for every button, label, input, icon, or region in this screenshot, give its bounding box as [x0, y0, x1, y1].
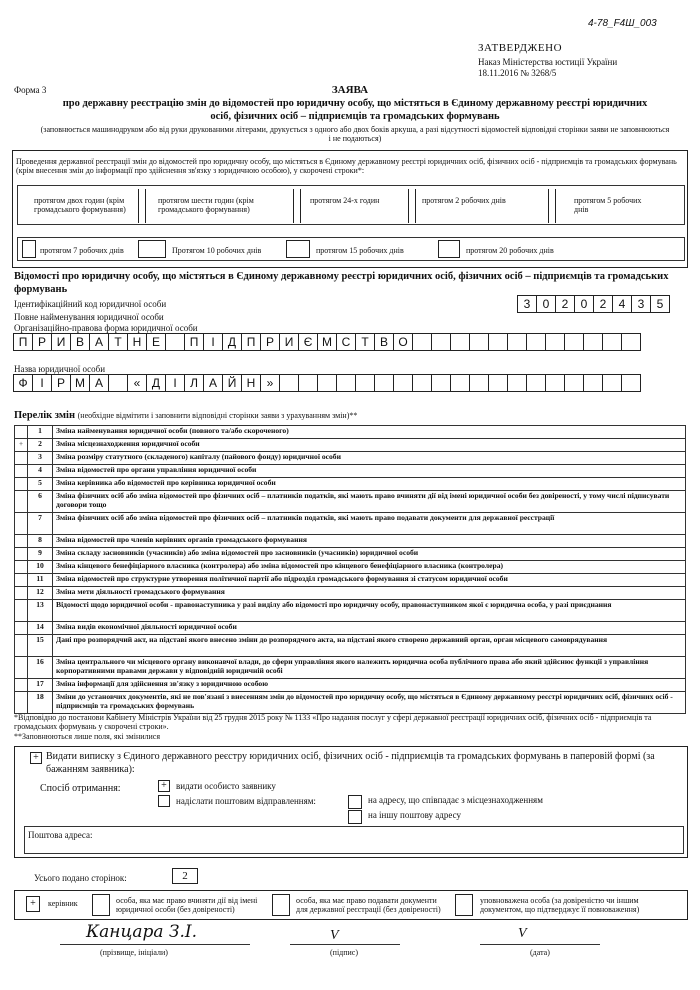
change-mark-cell[interactable] — [15, 478, 28, 491]
urgency-2h-checkbox[interactable] — [138, 189, 146, 223]
name-char-cell: М — [70, 374, 90, 392]
change-number: 14 — [28, 622, 53, 635]
name-char-cell: Р — [51, 374, 71, 392]
form-title: ЗАЯВА — [331, 84, 369, 96]
change-mark-cell[interactable] — [15, 679, 28, 692]
change-text: Зміна складу засновників (учасників) або зміна відомостей про засновників (учасників) юридичної особи — [53, 548, 686, 561]
legal-form-char-cell: Р — [260, 333, 280, 351]
change-text: Зміна місцезнаходження юридичної особи — [53, 439, 686, 452]
legal-form-char-cell: В — [70, 333, 90, 351]
name-char-cell — [621, 374, 641, 392]
name-char-cell: Л — [184, 374, 204, 392]
name-char-cell — [412, 374, 432, 392]
name-char-cell — [526, 374, 546, 392]
legal-form-char-cell — [450, 333, 470, 351]
urgency-10d[interactable]: Протягом 10 робочих днів — [172, 246, 262, 255]
name-char-cell: І — [32, 374, 52, 392]
change-text: Зміна центрального чи місцевого органу виконавчої влади, до сфери управління якого належить юридична особа публічного права або який здійснює функції з управління корпоративними правами держави у відповідній юридичній особі — [53, 657, 686, 679]
change-row[interactable] — [15, 548, 686, 561]
change-row[interactable] — [15, 513, 686, 535]
name-char-cell — [488, 374, 508, 392]
change-number: 18 — [28, 692, 53, 714]
change-text: Зміни до установчих документів, які не пов'язані з внесенням змін до відомостей про юридичну особу, що містяться в Єдиному державному реєстрі юридичних осіб, фізичних осіб - підприємців та громадських формувань — [53, 692, 686, 714]
name-char-cell — [317, 374, 337, 392]
role-proxy-label: уповноважена особа (за довіреністю чи іншим документом, що підтверджує її повноваження) — [480, 896, 640, 915]
method-label: Спосіб отримання: — [40, 783, 121, 794]
extract-text: Видати виписку з Єдиного державного реєстру юридичних осіб, фізичних осіб - підприємців та громадських формувань в паперовій формі (за бажанням заявника): — [46, 751, 655, 775]
urgency-24h-checkbox[interactable] — [408, 189, 416, 223]
change-text: Зміна фізичних осіб або зміна відомостей про фізичних осіб – платників податків, які мають право подавати документи для державної реєстрації — [53, 513, 686, 535]
footnote-1: *Відповідно до постанови Кабінету Міністрів України від 25 грудня 2015 року № 1133 «Про надання послуг у сфері державної реєстрації юридичних осіб, фізичних осіб - підприємців та громадських формувань у скорочені строки». — [14, 713, 652, 732]
post-opt1-label: на адресу, що співпадає з місцезнаходженням — [368, 795, 543, 805]
code-digit-cell: 4 — [612, 295, 632, 313]
name-char-cell — [507, 374, 527, 392]
name-char-cell: І — [165, 374, 185, 392]
change-mark-cell[interactable] — [15, 561, 28, 574]
change-number: 12 — [28, 587, 53, 600]
post-opt2-label: на іншу поштову адресу — [368, 810, 461, 820]
code-digit-cell: 2 — [593, 295, 613, 313]
name-char-cell: А — [89, 374, 109, 392]
name-label: Назва юридичної особи — [14, 364, 106, 374]
pages-count-field[interactable]: 2 — [172, 868, 198, 884]
change-mark-cell[interactable] — [15, 692, 28, 714]
urgency-2d-checkbox[interactable] — [548, 189, 556, 223]
change-text: Зміна фізичних осіб або зміна відомостей про фізичних осіб – платників податків, які мають право вчиняти дії від імені юридичної особи без довіреності, у тому числі підписувати договори тощо — [53, 491, 686, 513]
post-checkbox[interactable] — [158, 795, 170, 807]
change-mark-cell[interactable] — [15, 587, 28, 600]
code-digit-cell: 3 — [517, 295, 537, 313]
change-mark-cell[interactable] — [15, 622, 28, 635]
full-name-label: Повне найменування юридичної особи — [14, 312, 164, 322]
change-row[interactable] — [15, 426, 686, 439]
legal-form-char-cell — [488, 333, 508, 351]
order-line2: 18.11.2016 № 3268/5 — [478, 68, 557, 78]
code-digit-cell: 5 — [650, 295, 670, 313]
entity-name-field[interactable] — [14, 374, 641, 392]
urgency-row1 — [17, 185, 685, 225]
change-number: 16 — [28, 657, 53, 679]
change-number: 1 — [28, 426, 53, 439]
change-text: Зміна інформації для здійснення зв'язку з юридичною особою — [53, 679, 686, 692]
name-caption: (прізвище, ініціали) — [100, 948, 168, 957]
name-char-cell — [583, 374, 603, 392]
change-number: 4 — [28, 465, 53, 478]
urgency-5d[interactable]: протягом 5 робочих днів — [574, 196, 642, 215]
change-mark-cell[interactable] — [15, 491, 28, 513]
change-row[interactable] — [15, 587, 686, 600]
change-row[interactable] — [15, 635, 686, 657]
name-underline — [60, 944, 250, 945]
legal-form-char-cell: С — [336, 333, 356, 351]
legal-form-char-cell: П — [241, 333, 261, 351]
legal-form-char-cell: Т — [108, 333, 128, 351]
change-mark-cell[interactable] — [15, 657, 28, 679]
name-char-cell: « — [127, 374, 147, 392]
personal-label: видати особисто заявнику — [176, 781, 276, 791]
legal-form-char-cell: О — [393, 333, 413, 351]
form-note: (заповнюється машинодруком або від руки друкованими літерами, друкується з одного або двох боків аркуша, а разі відсутності відомостей відповідні сторінки заяви не заповнюються і не подаються) — [40, 125, 670, 144]
legal-form-char-cell: М — [317, 333, 337, 351]
legal-form-char-cell — [469, 333, 489, 351]
name-char-cell — [450, 374, 470, 392]
change-row[interactable] — [15, 478, 686, 491]
changes-table — [14, 425, 686, 714]
legal-form-char-cell — [431, 333, 451, 351]
change-number: 3 — [28, 452, 53, 465]
name-char-cell: Й — [222, 374, 242, 392]
form-number: Форма 3 — [14, 85, 47, 95]
urgency-7d[interactable]: протягом 7 робочих днів — [40, 246, 124, 255]
signatory-name[interactable]: Канцара З.І. — [86, 922, 198, 942]
change-text: Зміна відомостей про членів керівних органів громадського формування — [53, 535, 686, 548]
name-char-cell: А — [203, 374, 223, 392]
change-number: 7 — [28, 513, 53, 535]
change-number: 6 — [28, 491, 53, 513]
code-label: Ідентифікаційний код юридичної особи — [14, 299, 167, 309]
change-mark-cell[interactable] — [15, 535, 28, 548]
urgency-2h[interactable]: протягом двох годин (крім громадського формування) — [34, 196, 126, 215]
entity-section-title: Відомості про юридичну особу, що містяться в Єдиному державному реєстрі юридичних осіб, фізичних осіб – підприємців та громадських формувань — [14, 271, 669, 296]
change-text: Зміна відомостей про органи управління юридичної особи — [53, 465, 686, 478]
legal-form-char-cell — [621, 333, 641, 351]
legal-form-char-cell — [545, 333, 565, 351]
legal-form-char-cell: Н — [127, 333, 147, 351]
urgency-text: Проведення державної реєстрації змін до відомостей про юридичну особу, що містяться в Єдиному державному реєстрі юридичних осіб, фізичних осіб - підприємців та громадських формувань (крім внесення змін до інформації про здійснення зв'язку з юридичною особою), у скорочені строки*: — [16, 157, 677, 176]
post-label: надіслати поштовим відправленням: — [176, 796, 316, 806]
name-char-cell — [279, 374, 299, 392]
legal-form-char-cell: И — [51, 333, 71, 351]
urgency-15d-checkbox[interactable] — [286, 240, 310, 258]
date-underline — [480, 944, 600, 945]
name-char-cell — [336, 374, 356, 392]
document-code: 4-78_F4Ш_003 — [588, 18, 657, 29]
name-char-cell — [469, 374, 489, 392]
change-mark-cell[interactable] — [15, 426, 28, 439]
footnote-2: **Заповнюються лише поля, які змінилися — [14, 732, 161, 741]
change-number: 15 — [28, 635, 53, 657]
legal-form-char-cell — [564, 333, 584, 351]
urgency-15d[interactable]: протягом 15 робочих днів — [316, 246, 404, 255]
postal-address-label: Поштова адреса: — [28, 830, 93, 840]
urgency-24h[interactable]: протягом 24-х годин — [310, 196, 380, 205]
change-text: Відомості щодо юридичної особи - правонаступника у разі виділу або відомості про юридичну особу, правонаступником якої є юридична особа, у разі приєднання — [53, 600, 686, 622]
signature-mark[interactable]: V — [330, 928, 339, 943]
change-text: Зміна керівника або відомостей про керівника юридичної особи — [53, 478, 686, 491]
change-row[interactable] — [15, 465, 686, 478]
change-number: 5 — [28, 478, 53, 491]
name-char-cell — [431, 374, 451, 392]
post-opt1-checkbox[interactable] — [348, 795, 362, 809]
change-row[interactable] — [15, 600, 686, 622]
change-number: 8 — [28, 535, 53, 548]
change-number: 9 — [28, 548, 53, 561]
legal-form-field[interactable] — [14, 333, 641, 351]
name-char-cell: Д — [146, 374, 166, 392]
urgency-row2 — [17, 237, 685, 261]
role-director-checkbox[interactable]: + — [26, 896, 40, 912]
urgency-20d[interactable]: протягом 20 робочих днів — [466, 246, 554, 255]
legal-form-char-cell: Е — [146, 333, 166, 351]
urgency-block — [12, 150, 688, 268]
name-char-cell: Ф — [13, 374, 33, 392]
name-char-cell — [374, 374, 394, 392]
change-text: Зміна відомостей про структурне утворення політичної партії або підрозділ громадського формування зі статусом юридичної особи — [53, 574, 686, 587]
changes-title-note: (необхідне відмітити і заповнити відповідні сторінки заяви з урахуванням змін)** — [77, 411, 358, 420]
legal-form-char-cell — [602, 333, 622, 351]
legal-form-char-cell — [165, 333, 185, 351]
change-mark-cell[interactable] — [15, 635, 28, 657]
change-mark-cell[interactable] — [15, 600, 28, 622]
change-row[interactable] — [15, 439, 686, 452]
role-director-label: керівник — [48, 899, 78, 908]
legal-form-char-cell — [583, 333, 603, 351]
date-caption: (дата) — [530, 948, 550, 957]
change-row[interactable] — [15, 561, 686, 574]
legal-form-char-cell — [412, 333, 432, 351]
legal-form-char-cell: П — [13, 333, 33, 351]
name-char-cell — [393, 374, 413, 392]
signature-underline — [290, 944, 400, 945]
postal-address-field[interactable] — [24, 826, 684, 854]
code-digit-cell: 0 — [536, 295, 556, 313]
identification-code-field[interactable] — [518, 295, 670, 313]
urgency-7d-checkbox[interactable] — [22, 240, 36, 258]
changes-heading — [14, 410, 357, 421]
legal-form-label: Організаційно-правова форма юридичної особи — [14, 323, 198, 333]
change-number: 2 — [28, 439, 53, 452]
code-digit-cell: 2 — [555, 295, 575, 313]
name-char-cell: Н — [241, 374, 261, 392]
urgency-6h-checkbox[interactable] — [293, 189, 301, 223]
legal-form-char-cell: В — [374, 333, 394, 351]
name-char-cell — [298, 374, 318, 392]
legal-form-char-cell: І — [203, 333, 223, 351]
change-row[interactable] — [15, 622, 686, 635]
date-mark[interactable]: V — [518, 926, 527, 941]
change-row[interactable] — [15, 491, 686, 513]
name-char-cell — [564, 374, 584, 392]
urgency-6h[interactable]: протягом шести годин (крім громадського формування) — [158, 196, 254, 215]
change-number: 10 — [28, 561, 53, 574]
change-row[interactable] — [15, 574, 686, 587]
change-mark-cell[interactable] — [15, 465, 28, 478]
name-char-cell: » — [260, 374, 280, 392]
code-digit-cell: 0 — [574, 295, 594, 313]
name-char-cell — [355, 374, 375, 392]
pages-label: Усього подано сторінок: — [34, 873, 127, 883]
legal-form-char-cell: Т — [355, 333, 375, 351]
urgency-20d-checkbox[interactable] — [438, 240, 460, 258]
change-text: Зміна розміру статутного (складеного) капіталу (пайового фонду) юридичної особи — [53, 452, 686, 465]
change-mark-cell[interactable] — [15, 574, 28, 587]
post-opt2-checkbox[interactable] — [348, 810, 362, 824]
change-number: 13 — [28, 600, 53, 622]
change-number: 11 — [28, 574, 53, 587]
legal-form-char-cell — [526, 333, 546, 351]
extract-checkbox[interactable]: + — [30, 752, 42, 764]
change-text: Зміна видів економічної діяльності юридичної особи — [53, 622, 686, 635]
change-mark-cell[interactable] — [15, 452, 28, 465]
change-mark-cell[interactable]: + — [15, 439, 28, 452]
legal-form-char-cell — [507, 333, 527, 351]
personal-checkbox[interactable]: + — [158, 780, 170, 792]
legal-form-char-cell: Д — [222, 333, 242, 351]
change-text: Зміна мети діяльності громадського формування — [53, 587, 686, 600]
name-char-cell — [545, 374, 565, 392]
change-row[interactable] — [15, 692, 686, 714]
change-mark-cell[interactable] — [15, 548, 28, 561]
name-char-cell — [602, 374, 622, 392]
change-row[interactable] — [15, 452, 686, 465]
change-text: Зміна кінцевого бенефіціарного власника (контролера) або зміна відомостей про кінцевого бенефіціарного власника (контролера) — [53, 561, 686, 574]
role-submitter-checkbox[interactable] — [272, 894, 290, 916]
change-number: 17 — [28, 679, 53, 692]
approved-stamp: ЗАТВЕРДЖЕНО — [478, 42, 563, 54]
change-row[interactable] — [15, 535, 686, 548]
change-row[interactable] — [15, 679, 686, 692]
signature-caption: (підпис) — [330, 948, 359, 957]
change-row[interactable] — [15, 657, 686, 679]
legal-form-char-cell: А — [89, 333, 109, 351]
legal-form-char-cell: И — [279, 333, 299, 351]
legal-form-char-cell: Р — [32, 333, 52, 351]
legal-form-char-cell: Є — [298, 333, 318, 351]
role-submitter-label: особа, яка має право подавати документи для державної реєстрації (без довіреності) — [296, 896, 441, 915]
urgency-10d-checkbox[interactable] — [138, 240, 166, 258]
change-text: Дані про розпорядчий акт, на підставі якого внесено зміни до розпорядчого акта, на підставі якого створено державний орган, орган місцевого самоврядування — [53, 635, 686, 657]
form-subtitle: про державну реєстрацію змін до відомостей про юридичну особу, що містяться в Єдиному державному реєстрі юридичних осіб, фізичних осіб – підприємців та громадських формувань — [62, 98, 648, 122]
role-proxy-checkbox[interactable] — [455, 894, 473, 916]
legal-form-char-cell: П — [184, 333, 204, 351]
change-text: Зміна найменування юридичної особи (повного та/або скороченого) — [53, 426, 686, 439]
changes-title: Перелік змін — [14, 410, 76, 421]
role-signatory-checkbox[interactable] — [92, 894, 110, 916]
urgency-2d[interactable]: протягом 2 робочих днів — [422, 196, 506, 205]
code-digit-cell: 3 — [631, 295, 651, 313]
name-char-cell — [108, 374, 128, 392]
change-mark-cell[interactable] — [15, 513, 28, 535]
order-line1: Наказ Міністерства юстиції України — [478, 57, 618, 67]
role-signatory-label: особа, яка має право вчиняти дії від імені юридичної особи (без довіреності) — [116, 896, 258, 915]
